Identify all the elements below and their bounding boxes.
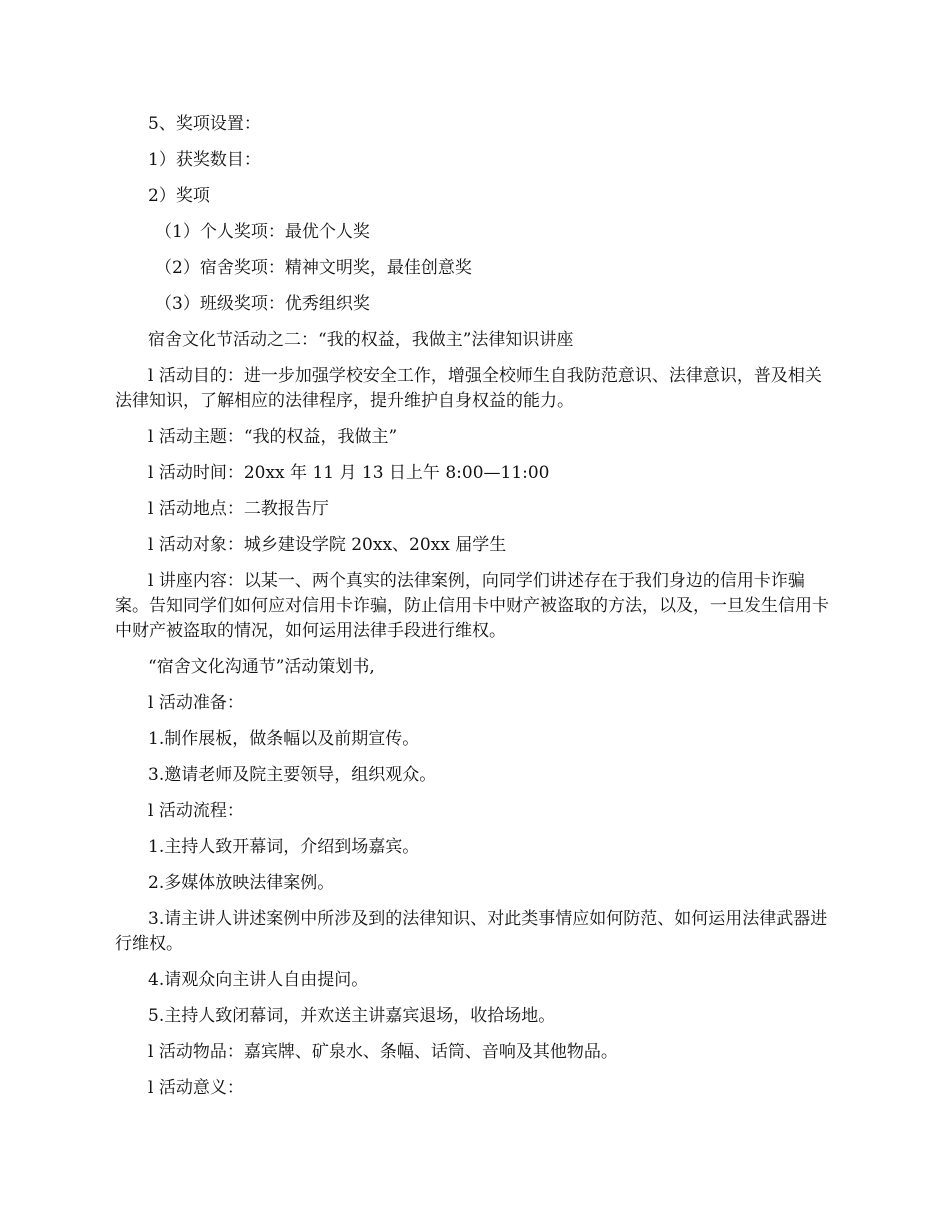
paragraph-awards-heading: 5、奖项设置： <box>148 114 261 134</box>
paragraph-activity-time: l 活动时间：20xx 年 11 月 13 日上午 8:00—11:00 <box>148 463 550 483</box>
paragraph-activity-purpose: l 活动目的：进一步加强学校安全工作，增强全校师生自我防范意识、法律意识，普及相关法律知识，了解相应的法律程序，提升维护自身权益的能力。 <box>115 366 822 411</box>
paragraph-activity-theme: l 活动主题：“我的权益，我做主” <box>148 427 398 447</box>
paragraph-class-award: （3）班级奖项：优秀组织奖 <box>155 294 370 314</box>
paragraph-awards: 2）奖项 <box>148 186 210 206</box>
paragraph-activity-items: l 活动物品：嘉宾牌、矿泉水、条幅、话筒、音响及其他物品。 <box>148 1042 618 1062</box>
paragraph-preparation-item-3: 3.邀请老师及院主要领导，组织观众。 <box>148 765 437 785</box>
paragraph-process-item-1: 1.主持人致开幕词，介绍到场嘉宾。 <box>148 837 420 857</box>
paragraph-activity-two-title: 宿舍文化节活动之二：“我的权益，我做主”法律知识讲座 <box>148 330 574 350</box>
document-body <box>115 112 835 1112</box>
paragraph-award-count: 1）获奖数目： <box>148 150 261 170</box>
paragraph-activity-audience: l 活动对象：城乡建设学院 20xx、20xx 届学生 <box>148 535 507 555</box>
paragraph-preparation: l 活动准备： <box>148 693 244 713</box>
paragraph-activity-significance: l 活动意义： <box>148 1078 244 1098</box>
paragraph-activity-location: l 活动地点：二教报告厅 <box>148 499 329 519</box>
paragraph-lecture-content: l 讲座内容：以某一、两个真实的法律案例，向同学们讲述存在于我们身边的信用卡诈骗案。告知同学们如何应对信用卡诈骗，防止信用卡中财产被盗取的方法，以及，一旦发生信用卡中财产被盗取的情况，如何运用法律手段进行维权。 <box>115 571 829 641</box>
paragraph-plan-title: “宿舍文化沟通节”活动策划书, <box>148 657 375 677</box>
paragraph-process-item-5: 5.主持人致闭幕词，并欢送主讲嘉宾退场，收拾场地。 <box>148 1006 556 1026</box>
paragraph-process-item-4: 4.请观众向主讲人自由提问。 <box>148 970 369 990</box>
paragraph-process: l 活动流程： <box>148 801 244 821</box>
paragraph-individual-award: （1）个人奖项：最优个人奖 <box>155 222 370 242</box>
paragraph-process-item-3: 3.请主讲人讲述案例中所涉及到的法律知识、对此类事情应如何防范、如何运用法律武器进行维权。 <box>115 909 828 954</box>
paragraph-preparation-item-1: 1.制作展板，做条幅以及前期宣传。 <box>148 729 420 749</box>
paragraph-process-item-2: 2.多媒体放映法律案例。 <box>148 873 335 893</box>
paragraph-dorm-award: （2）宿舍奖项：精神文明奖，最佳创意奖 <box>155 258 472 278</box>
